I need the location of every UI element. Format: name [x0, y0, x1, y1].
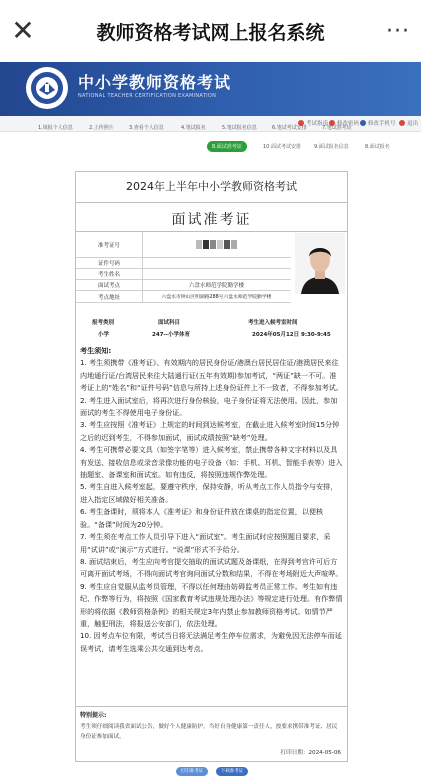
step-item[interactable]: 7.笔试准考证: [322, 125, 352, 131]
notice-item: 6. 考生备课时，须将本人《准考证》和身份证件放在课桌的指定位置，以便核验。“备课”时间为20分钟。: [80, 507, 324, 529]
ticket-title: 面试准考证: [171, 212, 252, 228]
notice-item: 3. 考生应按照《准考证》上规定的时间到达候考室，在截止进入候考室时间15分钟之后的迟到考生，不得参加面试，面试成绩按照“缺考”处理。: [80, 420, 340, 442]
step-item[interactable]: 1.填报个人信息: [38, 125, 73, 131]
ticket-number-redacted: [143, 232, 290, 257]
special-notice-title: 特别提示:: [80, 712, 107, 719]
notice-title: 考生须知:: [80, 346, 112, 355]
special-notice: [76, 706, 347, 740]
step-item[interactable]: 2.上传照片: [89, 125, 114, 131]
table-row: 面试考点 六盘水师范学院勤学楼: [76, 280, 291, 291]
change-phone-link[interactable]: 修改手机号: [360, 119, 396, 127]
top-nav-bar: [0, 0, 421, 62]
more-icon[interactable]: ···: [386, 18, 410, 44]
notice-item: 7. 考生须在考点工作人员引导下进入“面试室”。考生面试时应按照题目要求，采用“试讲”或“演示”方式进行。“说课”形式不予给分。: [80, 532, 331, 554]
notice-item: 1. 考生须携带《准考证》、有效期内的居民身份证/港澳台居民居住证/港澳居民来往内地通行证/台湾居民来往大陆通行证(五年有效期)参加考试，“两证”缺一不可。准考证上的“姓名”和“证件号码”信息与所持上述身份证件上不一致者，不得参加考试。: [80, 358, 343, 393]
step-interview-ticket[interactable]: 8.面试准考证: [207, 141, 247, 152]
step-item[interactable]: 3.查看个人信息: [129, 125, 164, 131]
site-banner: [0, 62, 421, 116]
brand-title: 中小学教师资格考试: [78, 73, 232, 92]
table-row: 考点地址 六盘水市钟山区明湖路288号六盘水师范学院勤学楼: [76, 291, 291, 303]
print-ticket-button[interactable]: 打印准考证: [176, 767, 208, 776]
table-row: 考生姓名: [76, 269, 291, 280]
print-date: 打印日期：2024-05-06: [280, 750, 341, 756]
logo-icon: [26, 67, 68, 109]
change-password-link[interactable]: 修改密码: [329, 119, 359, 127]
logout-link[interactable]: 退出: [399, 119, 418, 127]
notice-item: 2. 考生进入面试室后，将再次进行身份核验，电子身份证将无法使用。因此，参加面试的考生不得使用电子身份证。: [80, 395, 338, 418]
action-buttons: [0, 765, 421, 780]
notice-item: 8. 面试结束后，考生应向考官提交抽取的面试试题及备课纸，在得到考官许可后方可离开面试考场，不得向面试考官询问面试分数和结果，不得在考场附近大声喧哗。: [80, 556, 343, 579]
close-icon[interactable]: ✕: [11, 14, 35, 47]
step-nav-row-2: [0, 141, 421, 155]
guide-link[interactable]: 考试指南: [298, 119, 328, 127]
candidate-photo: [295, 233, 345, 294]
ticket-header: 2024年上半年中小学教师资格考试: [76, 172, 347, 203]
table-row: 证件号码: [76, 258, 291, 269]
notice-item: 5. 考生自进入候考室起，要遵守秩序，保持安静，听从考点工作人员指令与安排，进入指定区域做好相关准备。: [80, 482, 338, 504]
page-title: 教师资格考试网上报名系统: [96, 21, 325, 44]
step-item[interactable]: 6.笔试考试安排: [272, 125, 307, 131]
admission-ticket: 2024年上半年中小学教师资格考试 面试准考证 准考证号 证件号码 考生姓名 面试考点 六盘水师范学院勤学楼 考点地址 六盘水市钟山区明湖路288号六盘水师范学院勤学楼 报考类别 面试科目 考生进入候考室时间 小学 247--小学体育 2024年05月12日 9:30-9:45 考生须知: 1. 考生须携带《准考证》、有效期内的居民身份证/港澳台居民居住证/港澳居民来往内地通行证/台湾居民来往大陆通行证(五年有效期)参加考试，“两证”缺一不可。准考证上的“姓名”和“证件号码”信息与所持上述身份证件上不一致者，不得参加考试。 2. 考生进入面试室后，将再次进行身份核验，电子身份证将无法使用。因此，参加面试的考生不得使用电子身份证。 3. 考生应按照《准考证》上规定的时间到达候考室，在截止进入候考室时间15分钟之后的迟到考生，不得参加面试，面试成绩按照“缺考”处理。 4. 考生可携带必要文具（如签字笔等）进入候考室，禁止携带各种文字材料以及具有发送、接收信息或录音录像功能的电子设备（如：手机、耳机、智能手表等）进入抽题室、备课室和面试室。如有违反，将按照违规作弊处理。 5. 考生自进入候考室起，要遵守秩序，保持安静，听从考点工作人员指令与安排，进入指定区域做好相关准备。 6. 考生备课时，须将本人《准考证》和身份证件放在课桌的指定位置，以便核验。“备课”时间为20分钟。 7. 考生须在考点工作人员引导下进入“面试室”。考生面试时应按照题目要求，采用“试讲”或“演示”方式进行。“说课”形式不予给分。 8. 面试结束后，考生应向考官提交抽取的面试试题及备课纸，在得到考官许可后方可离开面试考场，不得向面试考官询问面试分数和结果，不得在考场附近大声喧哗。 9. 考生应自觉服从监考员管理，不得以任何理由妨碍监考员正常工作。考生如有违纪、作弊等行为，将按照《国家教育考试违规处理办法》等规定进行处理。有作弊情形的将依据《教师资格条例》的相关规定3年内禁止参加教师资格考试。如情节严重，触犯刑法，将报送公安部门，依法处理。 10. 因考点车位有限，考试当日将无法满足考生停车位需求，为避免因无法停车而延误考试，请考生选乘公共交通到达考点。 特别提示: 考生须仔细阅读我省面试公告，做好个人健康防护，当好自身健康第一责任人，按要求携带准考证、居民身份证参加面试。 打印日期：2024-05-06: [75, 171, 348, 762]
step-item[interactable]: 4.笔试报名: [181, 125, 206, 131]
candidate-notice: [80, 345, 343, 655]
step-interview-signup-info[interactable]: 9.面试报名信息: [314, 144, 349, 150]
brand-subtitle: NATIONAL TEACHER CERTIFICATION EXAMINATION: [78, 93, 217, 99]
step-interview-schedule[interactable]: 10.面试考试安排: [263, 144, 301, 150]
candidate-info-table: [76, 231, 347, 301]
notice-item: 9. 考生应自觉服从监考员管理，不得以任何理由妨碍监考员正常工作。考生如有违纪、作弊等行为，将按照《国家教育考试违规处理办法》等规定进行处理。有作弊情形的将依据《教师资格条例》的相关规定3年内禁止参加教师资格考试。如情节严重，触犯刑法，将报送公安部门，依法处理。: [80, 581, 343, 628]
step-item[interactable]: 5.笔试报名信息: [222, 125, 257, 131]
step-interview-signup[interactable]: 8.面试报名: [365, 144, 390, 150]
download-ticket-button[interactable]: 下载准考证: [216, 767, 248, 776]
step-nav-row-1: [0, 124, 421, 136]
notice-item: 10. 因考点车位有限，考试当日将无法满足考生停车位需求，为避免因无法停车而延误考试，请考生选乘公共交通到达考点。: [80, 631, 342, 653]
table-row: 准考证号: [76, 232, 291, 258]
special-notice-body: 考生须仔细阅读我省面试公告，做好个人健康防护，当好自身健康第一责任人，按要求携带准考证、居民身份证参加面试。: [80, 724, 338, 740]
notice-item: 4. 考生可携带必要文具（如签字笔等）进入候考室，禁止携带各种文字材料以及具有发送、接收信息或录音录像功能的电子设备（如：手机、耳机、智能手表等）进入抽题室、备课室和面试室。如有违反，将按照违规作弊处理。: [80, 445, 343, 480]
